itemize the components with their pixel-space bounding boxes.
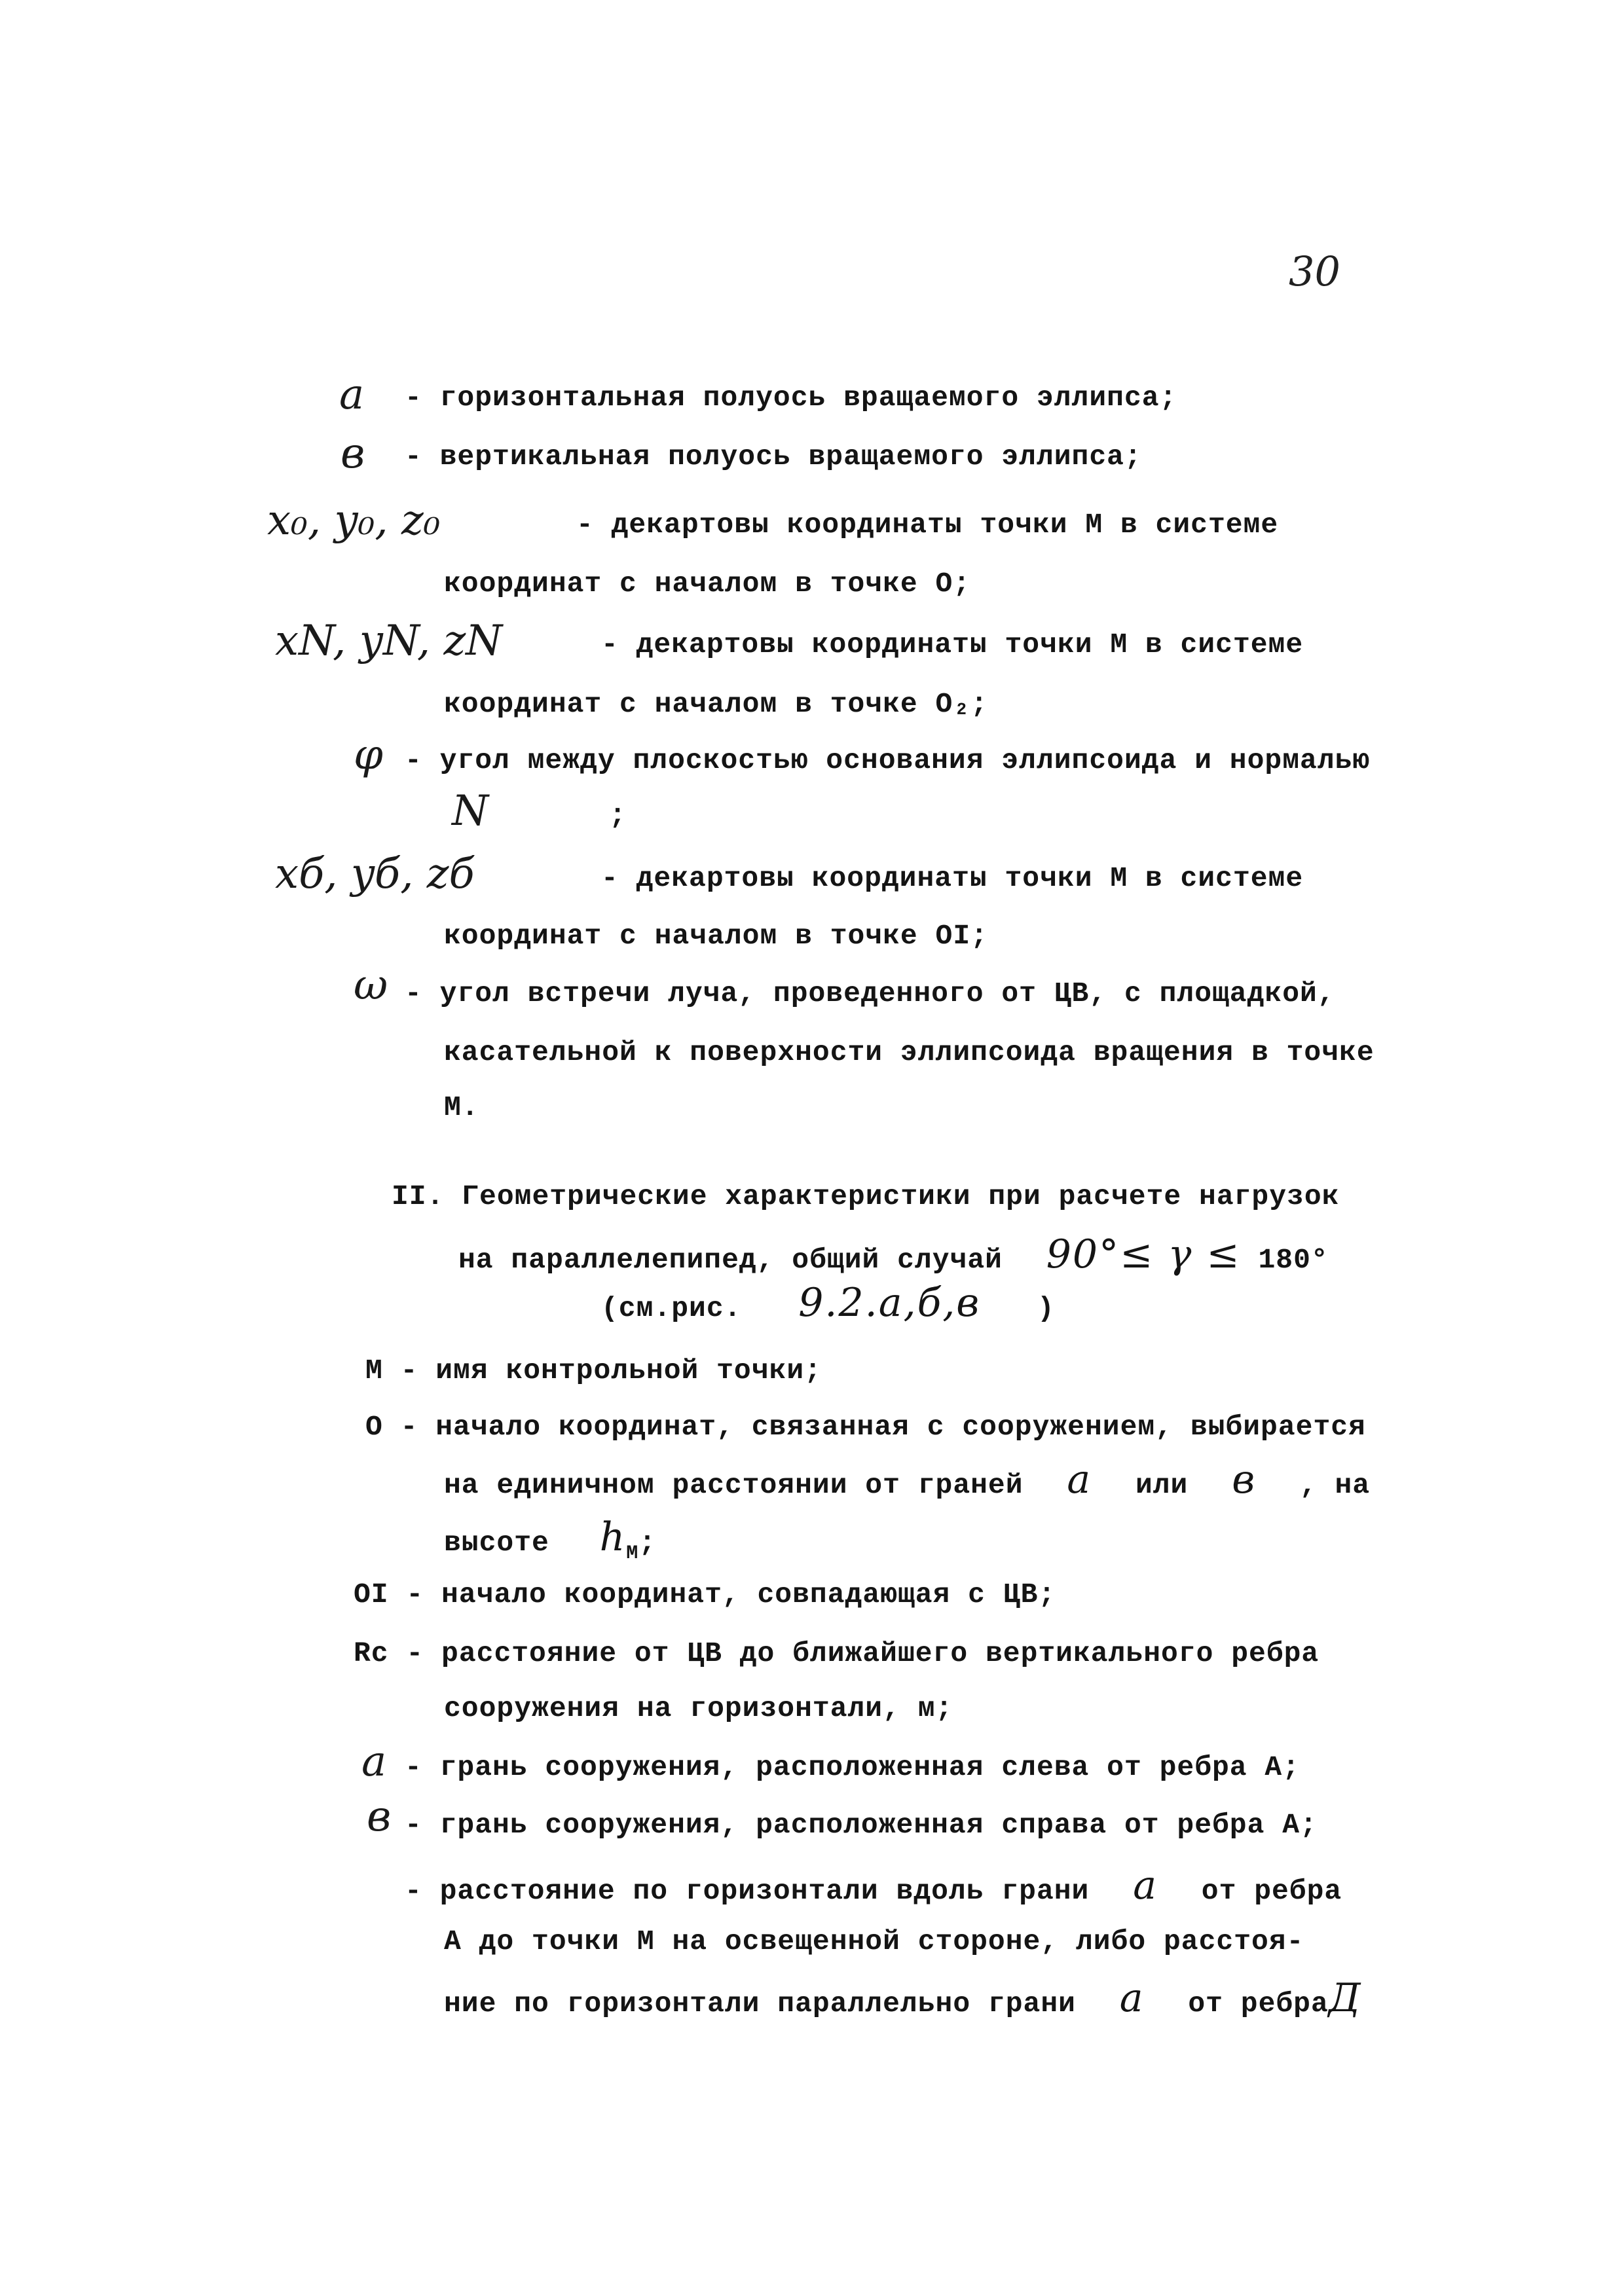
symbol-O1: ОI xyxy=(354,1578,389,1611)
def-O-cont2-tail: ; xyxy=(638,1527,657,1559)
symbol-N: N xyxy=(452,787,489,835)
page-number: 30 xyxy=(1289,247,1340,295)
def-omega-cont2: М. xyxy=(444,1091,479,1123)
def-face-b: - грань сооружения, расположенная справа от ребра А; xyxy=(405,1809,1318,1841)
def-xNyNzN: - декартовы координаты точки М в системе xyxy=(601,629,1304,661)
symbol-xbybzb: xб, yб, zб xyxy=(275,850,475,898)
def-b: - вертикальная полуось вращаемого эллипса; xyxy=(405,441,1142,473)
face-a-symbol: a xyxy=(1067,1457,1092,1503)
def-O xyxy=(365,1408,1366,1447)
symbol-a: a xyxy=(339,371,365,419)
def-face-a: - грань сооружения, расположенная слева от ребра А; xyxy=(405,1751,1301,1783)
face-a-symbol-2: a xyxy=(1133,1863,1158,1908)
def-distance-text-b: от ребра xyxy=(1201,1875,1342,1907)
def-O-text: - начало координат, связанная с сооружением, выбирается xyxy=(400,1411,1366,1443)
symbol-xNyNzN: xN, yN, zN xyxy=(275,617,503,665)
symbol-omega: ω xyxy=(354,961,388,1010)
symbol-Rc: Rс xyxy=(354,1637,389,1669)
def-x0y0z0: - декартовы координаты точки М в системе xyxy=(576,509,1279,541)
def-omega-cont: касательной к поверхности эллипсоида вращения в точке xyxy=(444,1036,1375,1068)
symbol-b: в xyxy=(341,429,365,478)
def-O-cont2 xyxy=(444,1514,657,1573)
section-number: II. xyxy=(392,1180,445,1212)
def-O-cont-text-b: или xyxy=(1135,1469,1189,1501)
def-phi-cont: ; xyxy=(609,799,627,831)
symbol-x0y0z0: x₀, y₀, z₀ xyxy=(267,496,441,545)
def-O1-text: - начало координат, совпадающая с ЦВ; xyxy=(406,1578,1056,1611)
def-Rc xyxy=(354,1634,1319,1673)
edge-D-symbol: Д xyxy=(1328,1975,1362,2021)
def-Rc-cont: сооружения на горизонтали, м; xyxy=(444,1692,953,1724)
section-heading-line3 xyxy=(601,1280,1055,1328)
def-distance-text-a: - расстояние по горизонтали вдоль грани xyxy=(405,1875,1090,1907)
symbol-O: О xyxy=(365,1411,383,1443)
angle-max: 180° xyxy=(1258,1244,1329,1276)
def-omega: - угол встречи луча, проведенного от ЦВ, с площадкой, xyxy=(405,977,1335,1010)
def-distance-cont2 xyxy=(444,1975,1362,2024)
def-distance-cont: А до точки М на освещенной стороне, либо расстоя- xyxy=(444,1925,1304,1958)
def-a: - горизонтальная полуось вращаемого эллипса; xyxy=(405,382,1177,414)
face-b-symbol: в xyxy=(1232,1457,1257,1503)
see-figure-close: ) xyxy=(1037,1292,1055,1324)
def-M-text: - имя контрольной точки; xyxy=(400,1355,822,1387)
def-M xyxy=(365,1351,822,1391)
angle-range: 90°≤ γ ≤ xyxy=(1046,1231,1241,1277)
section-title-line2: на параллелепипед, общий случай xyxy=(458,1244,1003,1276)
def-O-cont-text-a: на единичном расстоянии от граней xyxy=(444,1469,1024,1501)
symbol-face-a: a xyxy=(361,1738,387,1786)
def-xbybzb-cont: координат с началом в точке ОI; xyxy=(444,920,988,952)
section-heading-line2 xyxy=(458,1231,1329,1280)
def-distance xyxy=(405,1863,1342,1911)
symbol-phi: φ xyxy=(354,731,383,779)
section-title-line1: Геометрические характеристики при расчете нагрузок xyxy=(462,1180,1340,1212)
see-figure-label: (см.рис. xyxy=(601,1292,742,1324)
face-a-symbol-3: a xyxy=(1119,1975,1145,2021)
def-O-cont-text-c: , на xyxy=(1299,1469,1371,1501)
def-distance-cont2-text-b: от ребра xyxy=(1188,1988,1329,2020)
def-Rc-text: - расстояние от ЦВ до ближайшего вертикального ребра xyxy=(406,1637,1320,1669)
def-x0y0z0-cont: координат с началом в точке О; xyxy=(444,568,971,600)
def-O-cont xyxy=(444,1457,1371,1505)
def-O-cont2-text: высоте xyxy=(444,1527,549,1559)
def-xbybzb: - декартовы координаты точки М в системе xyxy=(601,862,1304,894)
def-xNyNzN-cont: координат с началом в точке О₂; xyxy=(444,688,988,720)
figure-reference: 9.2.а,б,в xyxy=(798,1280,981,1326)
symbol-face-b: в xyxy=(367,1793,392,1841)
height-subscript: М xyxy=(626,1542,639,1565)
height-symbol: h xyxy=(599,1514,627,1560)
def-O1 xyxy=(354,1575,1056,1614)
section-heading-line1 xyxy=(392,1177,1339,1216)
def-distance-cont2-text-a: ние по горизонтали параллельно грани xyxy=(444,1988,1076,2020)
def-phi: - угол между плоскостью основания эллипсоида и нормалью xyxy=(405,744,1371,776)
symbol-M: М xyxy=(365,1355,383,1387)
